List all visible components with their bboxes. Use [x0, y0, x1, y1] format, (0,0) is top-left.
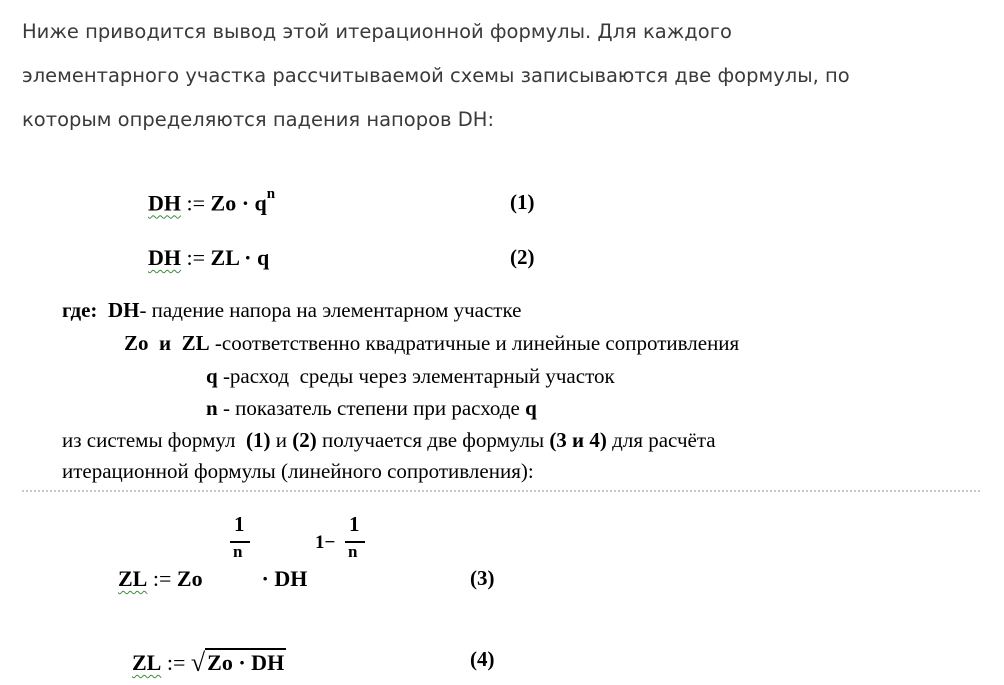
legend-q-symbol: q: [206, 364, 218, 388]
eq2-lhs: DH: [148, 245, 181, 270]
eq3-exponent-fraction-2: [315, 512, 375, 572]
sys-prefix: из системы формул: [62, 428, 246, 452]
legend-dh-symbol: DH: [107, 298, 140, 322]
eq4-lhs: ZL: [132, 650, 162, 675]
sqrt-sign: √: [190, 648, 206, 677]
eq3-num1: 1: [234, 512, 245, 536]
legend-dh-text: - падение напора на элементарном участке: [139, 298, 522, 322]
eq3-lhs: ZL: [118, 566, 148, 591]
equation-3-number: (3): [470, 566, 495, 590]
intro-line-3: [22, 98, 982, 142]
system-text-line-2: итерационной формулы (линейного сопротивления):: [62, 459, 534, 483]
eq4-assign: :=: [161, 650, 191, 675]
equation-2: [148, 245, 269, 271]
legend-q-text: -расход среды через элементарный участок: [222, 364, 615, 388]
legend-z-text: -соответственно квадратичные и линейные сопротивления: [214, 331, 740, 355]
equation-3: [118, 566, 203, 592]
legend-dh: [62, 298, 522, 323]
equation-1-number: (1): [510, 190, 535, 214]
legend-zl-symbol: ZL: [181, 331, 210, 355]
equation-1: [148, 186, 276, 216]
intro-line-1: Ниже приводится вывод этой итерационной формулы. Для каждого: [22, 20, 732, 43]
sys-eq34: (3 и 4): [549, 428, 607, 452]
intro-line-2: элементарного участка рассчитываемой схемы записываются две формулы, по: [22, 64, 850, 87]
eq3-base: Zo: [176, 566, 203, 591]
eq1-assign: :=: [181, 190, 211, 216]
eq3-den2: n: [348, 542, 358, 561]
eq3-mid-text: · DH: [256, 566, 308, 591]
eq1-lhs: DH: [148, 190, 181, 216]
eq3-exp-prefix: 1−: [315, 532, 336, 553]
legend-and: и: [159, 331, 172, 355]
sys-eq2: (2): [292, 428, 317, 452]
eq3-assign: :=: [147, 566, 177, 591]
intro-dh-term: DH: [457, 108, 488, 131]
legend-z: [124, 331, 739, 356]
legend-n: [206, 396, 537, 421]
system-text-line-1: [62, 428, 716, 453]
equation-2-number: (2): [510, 245, 535, 269]
legend-n-q: q: [525, 396, 537, 420]
sys-mid: получается две формулы: [316, 428, 550, 452]
eq3-num2: 1: [349, 512, 360, 536]
eq3-mid: [256, 566, 307, 592]
eq1-power: n: [266, 186, 276, 202]
equation-4: [132, 647, 286, 677]
eq1-rhs: Zo · q: [210, 190, 267, 216]
eq2-rhs: ZL · q: [210, 245, 270, 270]
equation-4-number: (4): [470, 647, 495, 671]
dotted-divider: [22, 490, 980, 492]
eq2-assign: :=: [181, 245, 211, 270]
eq3-exponent-fraction-1: [228, 512, 252, 572]
legend-q: [206, 364, 615, 389]
legend-zo-symbol: Zo: [124, 331, 149, 355]
legend-n-text: - показатель степени при расходе: [217, 396, 526, 420]
eq4-radicand: Zo · DH: [207, 650, 285, 675]
intro-paragraph: [22, 10, 982, 142]
sys-and: и: [270, 428, 293, 452]
intro-line-3-text: которым определяются падения напоров: [22, 108, 458, 131]
sys-eq1: (1): [245, 428, 271, 452]
sys-suffix: для расчёта: [606, 428, 716, 452]
where-label: где:: [62, 298, 98, 322]
eq3-den1: n: [233, 542, 243, 561]
legend-n-symbol: n: [206, 396, 218, 420]
intro-colon: :: [487, 108, 495, 131]
